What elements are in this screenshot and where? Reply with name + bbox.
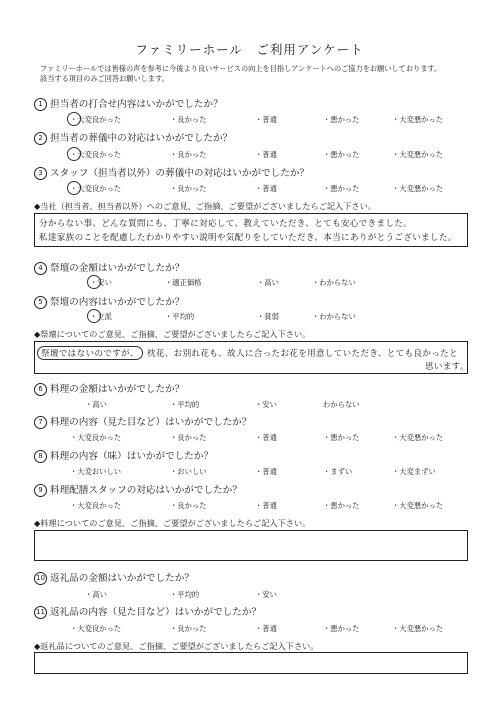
question-text: 料理の内容（見た目など）はいかがでしたか？	[50, 417, 252, 428]
question-text: 担当者の打合せ内容はいかがでしたか？	[50, 99, 223, 110]
option[interactable]: わからない	[323, 400, 360, 409]
question-8	[34, 448, 213, 463]
question-2	[34, 130, 232, 145]
question-text: 料理の金額はいかがでしたか？	[50, 384, 185, 395]
question-number: 1	[34, 98, 47, 111]
question-text: 祭壇の内容はいかがでしたか？	[50, 297, 185, 308]
option[interactable]: ・まずい	[323, 467, 353, 476]
question-number: 8	[34, 450, 47, 463]
option[interactable]: ・高い	[257, 278, 279, 287]
option[interactable]: ・安い	[255, 590, 277, 599]
staff-comments-label: ◆当社（担当者、担当者以外）へのご意見、ご指摘、ご要望がございましたらご記入下さい。	[34, 201, 376, 211]
question-text: 返礼品の内容（見た目など）はいかがでしたか？	[50, 607, 262, 618]
handwritten-line: 思います。	[425, 362, 469, 372]
option[interactable]: ・大変良かった	[70, 624, 122, 633]
question-text: 料理の内容（味）はいかがでしたか？	[50, 451, 214, 462]
option[interactable]: ・平均的	[170, 590, 200, 599]
option[interactable]: ・普通	[255, 501, 277, 510]
option[interactable]: ・良かった	[170, 115, 207, 124]
gift-comments-box[interactable]	[34, 652, 468, 674]
option[interactable]: ・大変良かった	[70, 501, 122, 510]
altar-comments-label: ◆祭壇についてのご意見、ご指摘、ご要望がございましたらご記入下さい。	[34, 329, 311, 339]
question-5	[34, 294, 184, 309]
selected-answer-mark	[67, 181, 81, 195]
selected-answer-mark	[87, 275, 101, 289]
option[interactable]: ・普通	[255, 115, 277, 124]
option[interactable]: ・立派	[90, 312, 112, 322]
question-number: 10	[34, 572, 47, 585]
food-comments-label: ◆料理についてのご意見、ご指摘、ご要望がございましたらご記入下さい。	[34, 518, 311, 528]
staff-comments-box[interactable]	[34, 213, 468, 247]
intro-line-1: ファミリーホールでは皆様の声を参考に今後より良いサービスの向上を目指しアンケートへのご協力をお願いしております。	[40, 64, 442, 73]
option[interactable]: ・わからない	[312, 278, 356, 287]
question-4	[34, 260, 184, 275]
option[interactable]: ・安い	[90, 278, 112, 288]
option[interactable]: ・悪かった	[323, 624, 360, 633]
question-9	[34, 482, 242, 497]
option[interactable]: ・大変おいしい	[70, 467, 122, 476]
question-number: 4	[34, 262, 47, 275]
option[interactable]: ・良かった	[170, 624, 207, 633]
option[interactable]: ・良かった	[170, 433, 207, 442]
option[interactable]: ・大変悪かった	[392, 501, 444, 510]
question-text: 祭壇の金額はいかがでしたか？	[50, 263, 185, 274]
question-7	[34, 414, 251, 429]
question-text: スタッフ（担当者以外）の葬儀中の対応はいかがでしたか？	[50, 168, 310, 179]
survey-title: ファミリーホール ご利用アンケート	[135, 42, 364, 57]
option[interactable]: ・大変悪かった	[392, 184, 444, 193]
question-number: 5	[34, 296, 47, 309]
option[interactable]: ・大変まずい	[392, 467, 436, 476]
option[interactable]: ・高い	[85, 590, 107, 599]
intro-line-2: 該当する項目のみご回答お願いします。	[40, 74, 169, 83]
question-1	[34, 96, 223, 111]
question-10	[34, 570, 194, 585]
option[interactable]: ・普通	[255, 624, 277, 633]
question-number: 7	[34, 416, 47, 429]
option[interactable]: ・平均的	[170, 400, 200, 409]
handwritten-note-circled: 祭壇ではないのですが、	[37, 346, 143, 360]
option[interactable]: ・わからない	[312, 312, 356, 321]
option[interactable]: ・悪かった	[323, 150, 360, 159]
food-comments-box[interactable]	[34, 530, 468, 561]
option[interactable]: ・良かった	[170, 150, 207, 159]
question-text: 料理配膳スタッフの対応はいかがでしたか？	[50, 485, 242, 496]
question-3	[34, 165, 309, 180]
option[interactable]: ・悪かった	[323, 433, 360, 442]
selected-answer-mark	[67, 112, 81, 126]
selected-answer-mark	[87, 309, 101, 323]
gift-comments-label: ◆返礼品についてのご意見、ご指摘、ご要望がございましたらご記入下さい。	[34, 641, 319, 651]
option[interactable]: ・適正価格	[165, 278, 202, 287]
option[interactable]: ・大変良かった	[70, 433, 122, 442]
option[interactable]: ・高い	[85, 400, 107, 409]
option[interactable]: ・良かった	[170, 184, 207, 193]
option[interactable]: ・普通	[255, 467, 277, 476]
option[interactable]: ・普通	[255, 184, 277, 193]
option[interactable]: ・悪かった	[323, 184, 360, 193]
question-11	[34, 604, 261, 619]
question-6	[34, 381, 184, 396]
question-text: 担当者の葬儀中の対応はいかがでしたか？	[50, 133, 233, 144]
selected-answer-mark	[67, 147, 81, 161]
option[interactable]: ・大変悪かった	[392, 433, 444, 442]
option[interactable]: ・大変悪かった	[392, 115, 444, 124]
option[interactable]: ・大変悪かった	[392, 150, 444, 159]
question-number: 11	[34, 606, 47, 619]
option[interactable]: ・大変良かった	[70, 115, 121, 125]
option[interactable]: ・普通	[255, 433, 277, 442]
option[interactable]: ・悪かった	[323, 115, 360, 124]
question-number: 3	[34, 167, 47, 180]
option[interactable]: ・貧弱	[257, 312, 279, 321]
handwritten-line: 分からない事、どんな質問にも、丁寧に対応して、教えていただき、とても安心できました。	[39, 219, 413, 229]
handwritten-line: 枕花、お別れ花も、故人に合ったお花を用意していただき、とても良かったと	[147, 349, 458, 359]
option[interactable]: ・安い	[255, 400, 277, 409]
option[interactable]: ・普通	[255, 150, 277, 159]
option[interactable]: ・おいしい	[170, 467, 207, 476]
question-text: 返礼品の金額はいかがでしたか？	[50, 573, 194, 584]
option[interactable]: ・大変悪かった	[392, 624, 444, 633]
question-number: 2	[34, 132, 47, 145]
intro-text	[40, 64, 480, 84]
altar-comments-box[interactable]	[34, 341, 468, 374]
option[interactable]: ・良かった	[170, 501, 207, 510]
handwritten-line: 私達家族のことを配慮したわかりやすい説明や気配りをしていただき、本当にありがとうございました。	[39, 233, 457, 243]
option[interactable]: ・悪かった	[323, 501, 360, 510]
question-number: 6	[34, 383, 47, 396]
question-number: 9	[34, 484, 47, 497]
option[interactable]: ・大変良かった	[70, 150, 121, 160]
option[interactable]: ・平均的	[165, 312, 195, 321]
option[interactable]: ・大変良かった	[70, 184, 121, 194]
